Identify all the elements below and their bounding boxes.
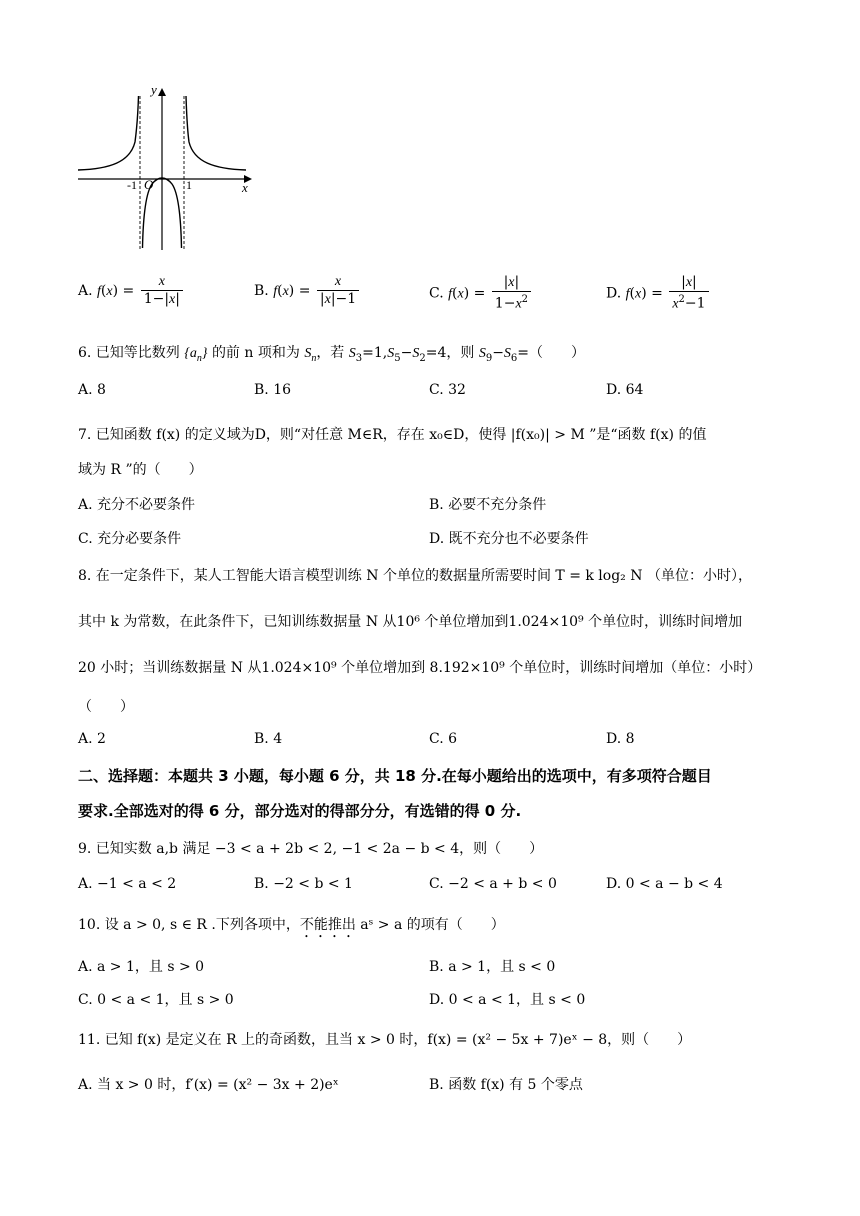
q7-line-2: 域为 R ”的（ ）: [78, 462, 203, 478]
q10-emphasis: 不能推出: [299, 917, 356, 933]
section-2-line-2: 要求.全部选对的得 6 分，部分选对的得部分分，有选错的得 0 分.: [78, 802, 522, 820]
q5-option-b[interactable]: B. f(x) = $\frac{x}{|x|-1}$: [254, 274, 361, 308]
q5-option-d[interactable]: D. f(x) = $\frac{|x|}{x^2-1}$: [606, 274, 711, 313]
q10-option-c[interactable]: C. 0 < a < 1，且 s > 0: [78, 992, 234, 1008]
function-graph: [70, 82, 260, 254]
q10-option-a[interactable]: A. a > 1，且 s > 0: [78, 959, 205, 975]
q8-line-4: （ ）: [78, 699, 134, 715]
curve-left-branch: [78, 96, 139, 170]
curve-right-branch: [186, 96, 246, 170]
x-label: x: [242, 180, 248, 195]
q10-stem: 10. 设 a > 0, s ∈ R .下列各项中，不能推出 aˢ > a 的项有（ ）: [78, 917, 505, 933]
q6-option-d[interactable]: D. 64: [606, 382, 644, 398]
tick-neg-one: -1: [127, 178, 137, 192]
q8-option-a[interactable]: A. 2: [78, 731, 106, 747]
q7-option-b[interactable]: B. 必要不充分条件: [429, 497, 547, 513]
q8-line-3: 20 小时；当训练数据量 N 从1.024×10⁹ 个单位增加到 8.192×10⁹ 个单位时，训练时间增加（单位：小时）: [78, 660, 762, 676]
q6-option-a[interactable]: A. 8: [78, 382, 106, 398]
section-2-line-1: 二、选择题：本题共 3 小题，每小题 6 分，共 18 分.在每小题给出的选项中，有多项符合题目: [78, 767, 712, 785]
tick-pos-one: 1: [186, 178, 192, 192]
q11-option-b[interactable]: B. 函数 f(x) 有 5 个零点: [429, 1077, 583, 1093]
q9-option-d[interactable]: D. 0 < a − b < 4: [606, 876, 723, 892]
q11-stem: 11. 已知 f(x) 是定义在 R 上的奇函数，且当 x > 0 时，f(x) = (x² − 5x + 7)eˣ − 8，则（ ）: [78, 1032, 692, 1048]
q9-stem: 9. 已知实数 a,b 满足 −3 < a + 2b < 2, −1 < 2a − b < 4，则（ ）: [78, 841, 544, 857]
y-axis-arrow: [158, 88, 166, 96]
q8-line-2: 其中 k 为常数，在此条件下，已知训练数据量 N 从10⁶ 个单位增加到1.024×10⁹ 个单位时，训练时间增加: [78, 614, 743, 630]
y-label: y: [151, 82, 157, 97]
q8-option-d[interactable]: D. 8: [606, 731, 635, 747]
q6-stem: 6. 已知等比数列 $\{a_n\}$ 的前 n 项和为 $S_n$，若 $S_3=1,S_5-S_2=4$，则 $S_9-S_6=$（ ）: [78, 345, 586, 364]
q11-option-a[interactable]: A. 当 x > 0 时，f′(x) = (x² − 3x + 2)eˣ: [78, 1077, 339, 1093]
q9-option-b[interactable]: B. −2 < b < 1: [254, 876, 353, 892]
q5-option-a[interactable]: A. f(x) = $\frac{x}{1-|x|}$: [78, 274, 185, 308]
q8-line-1: 8. 在一定条件下，某人工智能大语言模型训练 N 个单位的数据量所需要时间 T = k log₂ N （单位：小时），: [78, 568, 752, 584]
q6-option-c[interactable]: C. 32: [429, 382, 466, 398]
q10-option-d[interactable]: D. 0 < a < 1，且 s < 0: [429, 992, 586, 1008]
q9-option-a[interactable]: A. −1 < a < 2: [78, 876, 177, 892]
q9-option-c[interactable]: C. −2 < a + b < 0: [429, 876, 557, 892]
q7-option-a[interactable]: A. 充分不必要条件: [78, 497, 196, 513]
q5-option-c[interactable]: C. f(x) = $\frac{|x|}{1-x^2}$: [429, 274, 533, 313]
q8-option-c[interactable]: C. 6: [429, 731, 458, 747]
q7-option-c[interactable]: C. 充分必要条件: [78, 531, 182, 547]
q8-option-b[interactable]: B. 4: [254, 731, 283, 747]
q6-option-b[interactable]: B. 16: [254, 382, 292, 398]
q10-option-b[interactable]: B. a > 1，且 s < 0: [429, 959, 556, 975]
q7-line-1: 7. 已知函数 f(x) 的定义域为D，则“对任意 M∈R，存在 x₀∈D，使得 |f(x₀)| > M ”是“函数 f(x) 的值: [78, 427, 707, 443]
q7-option-d[interactable]: D. 既不充分也不必要条件: [429, 531, 589, 547]
origin-label: O: [144, 177, 154, 192]
